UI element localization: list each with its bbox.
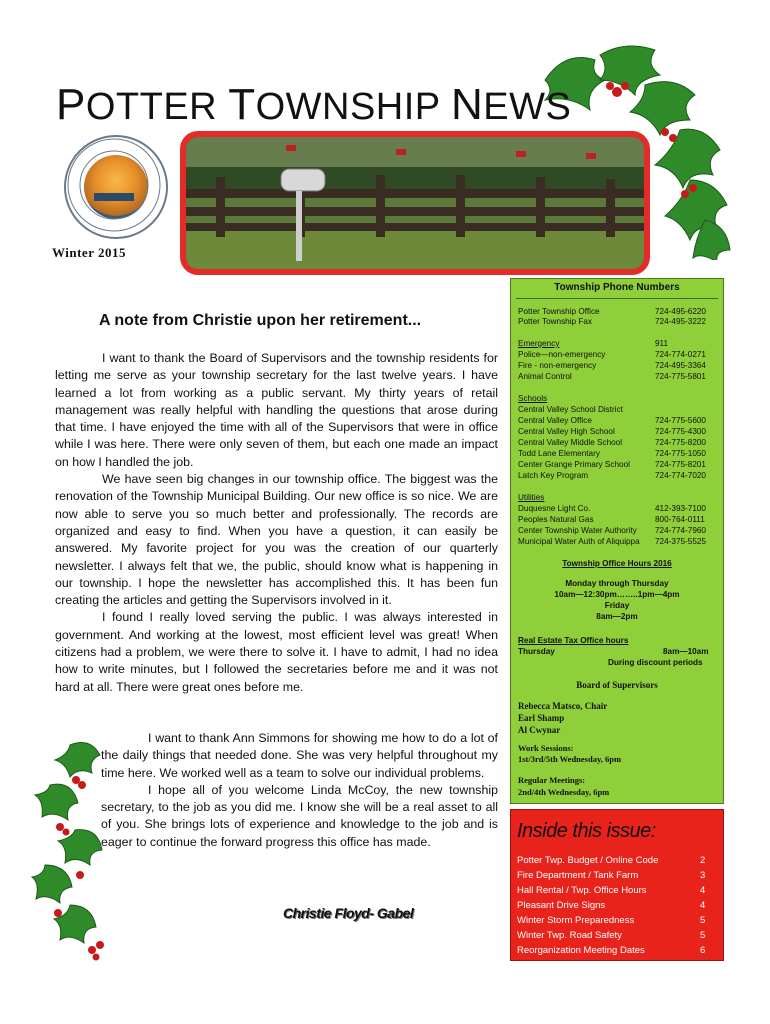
- phone-row: [518, 372, 718, 381]
- phone-name: Potter Township Fax: [518, 317, 593, 326]
- township-phone-numbers-box: [510, 278, 724, 804]
- toc-page: 3: [700, 870, 706, 881]
- toc-item: [517, 870, 706, 881]
- phone-row: [518, 471, 718, 480]
- toc-label: Potter Twp. Budget / Online Code: [517, 855, 659, 866]
- section-label: Emergency: [518, 339, 560, 348]
- phone-number: 724-775-8201: [655, 460, 706, 469]
- phone-row: [518, 438, 718, 447]
- toc-item: [517, 945, 706, 956]
- section-label: [518, 493, 718, 502]
- phone-name: Todd Lane Elementary: [518, 449, 600, 458]
- phone-row: [518, 350, 718, 359]
- phone-name: Peoples Natural Gas: [518, 515, 594, 524]
- phone-name: Animal Control: [518, 372, 572, 381]
- author-signature: Christie Floyd- Gabel: [283, 905, 414, 921]
- phone-row: [518, 515, 718, 524]
- phone-row: [518, 339, 718, 348]
- phone-name: Municipal Water Auth of Aliquippa: [518, 537, 640, 546]
- regular-meetings-label: Regular Meetings:: [518, 775, 586, 785]
- regular-meetings-value: 2nd/4th Wednesday, 6pm: [518, 787, 610, 797]
- phone-name: Central Valley Middle School: [518, 438, 623, 447]
- tax-office-title-text: Real Estate Tax Office hours: [518, 636, 629, 645]
- phone-name: Central Valley School District: [518, 405, 623, 414]
- toc-label: Fire Department / Tank Farm: [517, 870, 639, 881]
- phone-number: 724-775-8200: [655, 438, 706, 447]
- inside-this-issue-box: [510, 809, 724, 961]
- phone-name: Center Grange Primary School: [518, 460, 630, 469]
- phone-row: [518, 307, 718, 316]
- phone-row: [518, 416, 718, 425]
- office-hours-title-text: Township Office Hours 2016: [562, 559, 672, 568]
- section-label: [518, 394, 718, 403]
- article-headline: A note from Christie upon her retirement...: [99, 312, 422, 329]
- fence-mailbox-photo: [186, 137, 644, 269]
- phone-row: [518, 405, 718, 414]
- article-paragraph: I want to thank Ann Simmons for showing me how to do a lot of the daily things that needed done. She was very helpful throughout my time here. We worked well as a team to solve our individual problems.: [101, 731, 498, 780]
- phone-row: [518, 504, 718, 513]
- phone-row: [518, 317, 718, 326]
- toc-page: 4: [700, 885, 706, 896]
- work-sessions-label: Work Sessions:: [518, 743, 574, 753]
- phone-number: 911: [655, 339, 669, 348]
- toc-page: 6: [700, 945, 706, 956]
- toc-label: Hall Rental / Twp. Office Hours: [517, 885, 647, 896]
- toc-page: 2: [700, 855, 706, 866]
- phone-number: 724-775-5801: [655, 372, 706, 381]
- article-paragraph: We have seen big changes in our township office. The biggest was the renovation of the Township Municipal Building. Our new office is so nice. We are now able to serve you so much better and professionally. The records are organized and easy to find. When you have a question, it can easily be answered. My favorite project for you was the creation of our quarterly newsletter. I always felt that we, the public, should know what is happening in our township. I hope the newsletter has accomplished this. It has been fun creating the articles and getting the Supervisors involved in it.: [55, 472, 498, 608]
- phone-number: 724-774-0271: [655, 350, 706, 359]
- phone-name: Fire - non-emergency: [518, 361, 597, 370]
- toc-item: [517, 900, 706, 911]
- phone-name: Police—non-emergency: [518, 350, 606, 359]
- section-label-text: Utilities: [518, 493, 545, 502]
- article-body: [55, 350, 498, 696]
- phone-number: 800-764-0111: [655, 515, 705, 524]
- phone-row: [518, 361, 718, 370]
- phone-number: 724-375-5525: [655, 537, 706, 546]
- toc-page: 4: [700, 900, 706, 911]
- phone-row: [518, 526, 718, 535]
- phone-name: Potter Township Office: [518, 307, 600, 316]
- board-member: Rebecca Matsco, Chair: [518, 701, 608, 711]
- article-body-continued: [101, 730, 498, 851]
- toc-page: 5: [700, 915, 706, 926]
- phone-name: Central Valley High School: [518, 427, 615, 436]
- tax-office-row: [518, 647, 718, 656]
- office-hours-line: Monday through Thursday: [565, 579, 669, 588]
- township-seal-logo: [64, 135, 168, 239]
- phone-number: 724-775-1050: [655, 449, 706, 458]
- toc-item: [517, 930, 706, 941]
- header-photo: [180, 131, 650, 275]
- toc-page: 5: [700, 930, 706, 941]
- tax-time: 8am—10am: [663, 647, 709, 656]
- phone-number: 724-495-3222: [655, 317, 706, 326]
- article-paragraph: I hope all of you welcome Linda McCoy, the new township secretary, to the job as you did me. I know she will be a real asset to all of you. She brings lots of experience and knowledge to the job and is eager to continue the forward progress this office has made.: [101, 782, 498, 849]
- tax-office-note: During discount periods: [608, 658, 703, 667]
- divider: [516, 298, 718, 299]
- toc-label: Winter Twp. Road Safety: [517, 930, 622, 941]
- toc-label: Winter Storm Preparedness: [517, 915, 635, 926]
- toc-item: [517, 855, 706, 866]
- phone-row: [518, 460, 718, 469]
- inside-title: Inside this issue:: [517, 820, 656, 842]
- phone-name: Central Valley Office: [518, 416, 592, 425]
- issue-season: Winter 2015: [52, 245, 126, 260]
- toc-label: Pleasant Drive Signs: [517, 900, 606, 911]
- phone-box-title: Township Phone Numbers: [554, 282, 680, 293]
- office-hours-line: 10am—12:30pm……..1pm—4pm: [554, 590, 680, 599]
- article-paragraph: I want to thank the Board of Supervisors and the township residents for letting me serve as your township secretary for the last twelve years. I have learned a lot from working as a public servant. My thirty years of retail management was really helpful with handling the questions that arose during that time. I have enjoyed the time with all of the Supervisors that were in office while I was here. There were only seven of them, but each one made an impact on how I handled the job.: [55, 351, 498, 469]
- toc-label: Reorganization Meeting Dates: [517, 945, 645, 956]
- phone-row: [518, 449, 718, 458]
- phone-number: 724-774-7020: [655, 471, 706, 480]
- board-title: Board of Supervisors: [576, 680, 658, 690]
- phone-name: Latch Key Program: [518, 471, 589, 480]
- office-hours-line: Friday: [604, 601, 630, 610]
- holly-decoration-side: [30, 735, 120, 965]
- phone-number: 724-774-7960: [655, 526, 706, 535]
- tax-day: Thursday: [518, 647, 555, 656]
- phone-row: [518, 537, 718, 546]
- toc-item: [517, 885, 706, 896]
- office-hours-line: 8am—2pm: [596, 612, 638, 621]
- phone-number: 724-775-5600: [655, 416, 706, 425]
- section-label-text: Schools: [518, 394, 548, 403]
- phone-name: Center Township Water Authority: [518, 526, 637, 535]
- phone-name: Duquesne Light Co.: [518, 504, 591, 513]
- newsletter-title: POTTER TOWNSHIP NEWS: [56, 80, 572, 129]
- tax-office-title: [518, 636, 718, 645]
- phone-number: 412-393-7100: [655, 504, 706, 513]
- toc-item: [517, 915, 706, 926]
- seal-ring: [64, 135, 164, 235]
- phone-number: 724-495-3364: [655, 361, 706, 370]
- board-member: Earl Shamp: [518, 713, 565, 723]
- board-member: Al Cwynar: [518, 725, 561, 735]
- phone-row: [518, 427, 718, 436]
- phone-number: 724-495-6220: [655, 307, 706, 316]
- office-hours-title: [511, 559, 723, 568]
- article-paragraph: I found I really loved serving the public. I was always interested in government. And working at the lowest, most efficient level was great! When citizens had a problem, we were there to solve it. I have to admit, I had no idea how to write minutes, but I followed the secretaries before me and it was not hard at all. There were great ones before me.: [55, 610, 498, 694]
- work-sessions-value: 1st/3rd/5th Wednesday, 6pm: [518, 754, 622, 764]
- phone-number: 724-775-4300: [655, 427, 706, 436]
